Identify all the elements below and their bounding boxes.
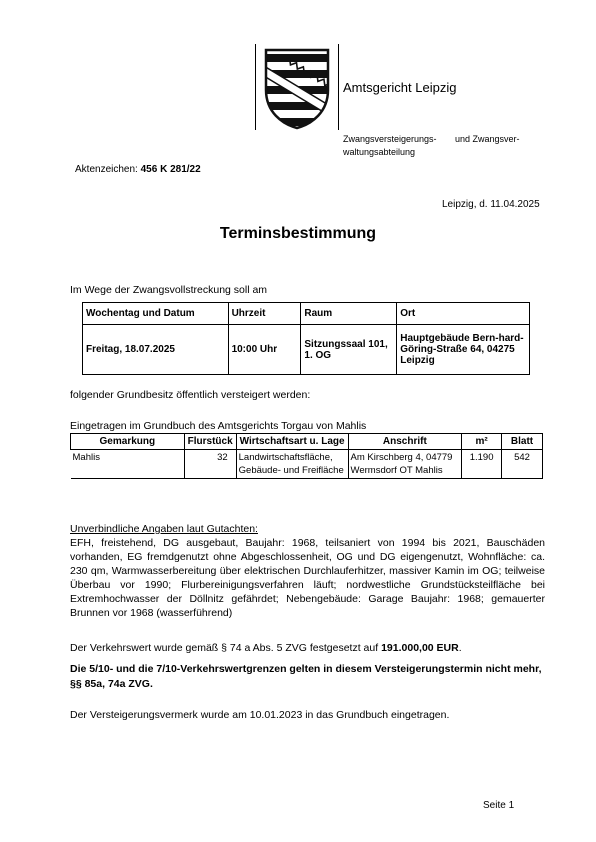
col-header-area: m² (462, 434, 502, 450)
cell-time: 10:00 Uhr (228, 325, 301, 375)
grundbuch-table (70, 433, 543, 479)
cell-date: Freitag, 18.07.2025 (83, 325, 229, 375)
intro-text: Im Wege der Zwangsvollstreckung soll am (70, 284, 268, 296)
following-text: folgender Grundbesitz öffentlich versteigert werden: (70, 389, 311, 401)
col-header-gemarkung: Gemarkung (71, 434, 185, 450)
case-number-label: Aktenzeichen: (75, 164, 138, 175)
cell-flurstueck: 32 (184, 450, 236, 479)
table-row (83, 325, 530, 375)
vermerk-text: Der Versteigerungsvermerk wurde am 10.01.2023 in das Grundbuch eingetragen. (70, 709, 450, 721)
court-name: Amtsgericht Leipzig (343, 80, 457, 95)
grenzen-text: Die 5/10- und die 7/10-Verkehrswertgrenzen gelten in diesem Versteigerungstermin nicht mehr, §§ 85a, 74a ZVG. (70, 663, 542, 690)
case-number-value: 456 K 281/22 (140, 164, 201, 175)
gutachten-heading: Unverbindliche Angaben laut Gutachten: (70, 523, 258, 535)
header-divider-right (338, 44, 339, 130)
verkehrswert-end: . (458, 642, 462, 654)
department-line-1a: Zwangsversteigerungs- (343, 134, 437, 144)
gutachten-text: EFH, freistehend, DG ausgebaut, Baujahr: 1968, teilsaniert von 1994 bis 2021, Bauschäden vorhanden, EG fremdgenutzt ohne Abgeschlossenheit, OG und DG eigengenutzt, Wohnfläche: ca. 230 qm, Warmwasserbereitung über elektrischen Durchlauferhitzer, massiver Kamin im OG; teilweise Überbau vor 1990; Flurbereinigungsverfahren läuft; nordwestliche Grundstücksteilfläche bei Extremhochwasser der Döllnitz gefährdet; Nebengebäude: Garage Baujahr: 1968; gemauerter Brunnen vor 1968 (wasserführend) (70, 537, 545, 619)
saxony-coat-of-arms-icon (260, 46, 334, 130)
cell-gemarkung: Mahlis (71, 450, 185, 479)
termin-table (82, 302, 530, 375)
cell-place: Hauptgebäude Bern-hard-Göring-Straße 64, 04275 Leipzig (397, 325, 530, 375)
cell-area: 1.190 (462, 450, 502, 479)
col-header-flurstueck: Flurstück (184, 434, 236, 450)
verkehrswert-value: 191.000,00 EUR (381, 642, 459, 654)
verkehrswert-label: Der Verkehrswert wurde gemäß § 74 a Abs. 5 ZVG festgesetzt auf (70, 642, 379, 654)
table-row (71, 450, 543, 479)
registered-text: Eingetragen im Grundbuch des Amtsgerichts Torgau von Mahlis (70, 420, 367, 432)
cell-anschrift: Am Kirschberg 4, 04779 Wermsdorf OT Mahlis (348, 450, 462, 479)
col-header-anschrift: Anschrift (348, 434, 462, 450)
department-line-1b: und Zwangsver- (455, 134, 520, 144)
table-header-row (71, 434, 543, 450)
cell-wirtschaftsart: Landwirtschaftsfläche, Gebäude- und Freifläche (236, 450, 348, 479)
department-line-2: waltungsabteilung (343, 147, 416, 157)
letter-date: Leipzig, d. 11.04.2025 (442, 199, 540, 210)
header-divider-left (255, 44, 256, 130)
col-header-room: Raum (301, 303, 397, 325)
table-header-row (83, 303, 530, 325)
page-number: Seite 1 (483, 800, 515, 811)
col-header-blatt: Blatt (502, 434, 543, 450)
col-header-place: Ort (397, 303, 530, 325)
cell-blatt: 542 (502, 450, 543, 479)
col-header-date: Wochentag und Datum (83, 303, 229, 325)
cell-room: Sitzungssaal 101, 1. OG (301, 325, 397, 375)
case-number (75, 164, 201, 175)
page-title: Terminsbestimmung (219, 225, 377, 242)
verkehrswert-text (70, 641, 462, 655)
col-header-wirtschaftsart: Wirtschaftsart u. Lage (236, 434, 348, 450)
col-header-time: Uhrzeit (228, 303, 301, 325)
